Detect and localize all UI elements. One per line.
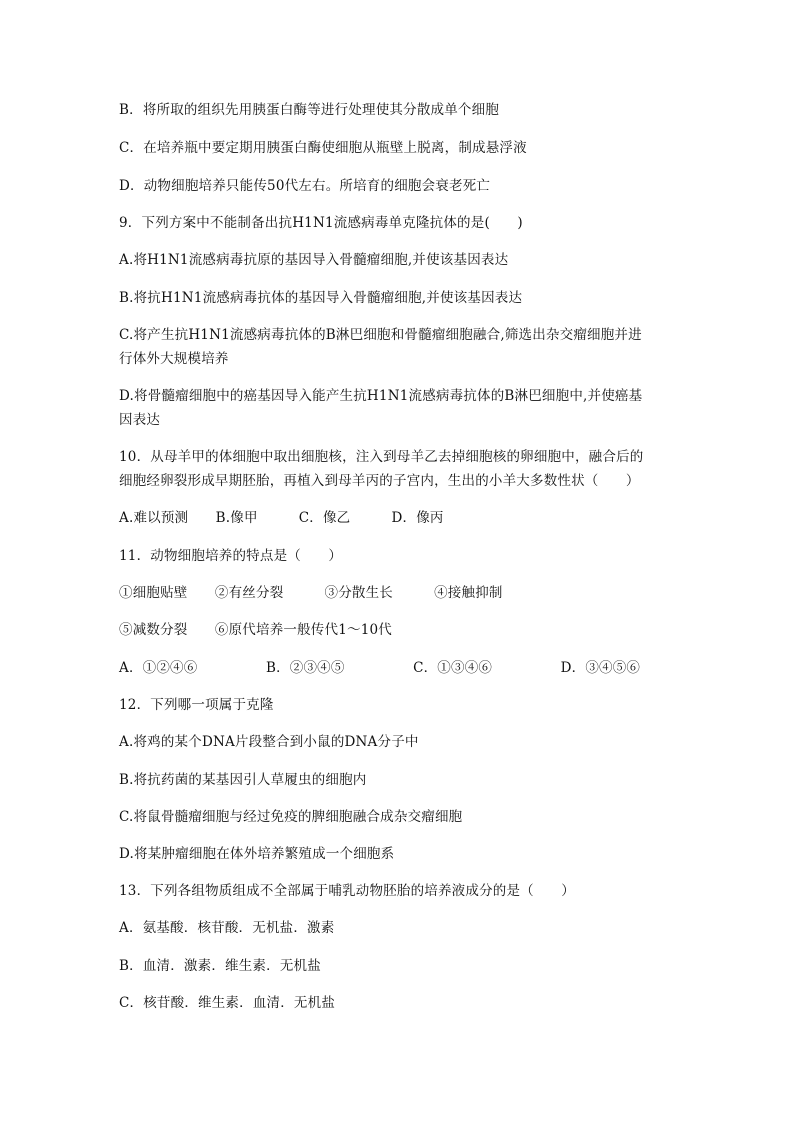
question-13: 13．下列各组物质组成不全部属于哺乳动物胚胎的培养液成分的是（ ）: [119, 883, 575, 899]
options-11: A．①②④⑥ B．②③④⑤ C．①③④⑥ D．③④⑤⑥: [119, 660, 641, 676]
option-8b: B．将所取的组织先用胰蛋白酶等进行处理使其分散成单个细胞: [119, 102, 500, 118]
option-13c: C．核苷酸．维生素．血清．无机盐: [119, 995, 336, 1011]
option-9c-line2: 行体外大规模培养: [119, 351, 229, 367]
option-9d-line1: D.将骨髓瘤细胞中的癌基因导入能产生抗H1N1流感病毒抗体的B淋巴细胞中,并使癌基: [119, 388, 643, 404]
option-9a: A.将H1N1流感病毒抗原的基因导入骨髓瘤细胞,并使该基因表达: [119, 252, 509, 268]
question-9: 9．下列方案中不能制备出抗H1N1流感病毒单克隆抗体的是( ): [119, 215, 523, 231]
option-13a: A．氨基酸．核苷酸．无机盐．激素: [119, 920, 335, 936]
option-8d: D．动物细胞培养只能传50代左右。所培育的细胞会衰老死亡: [119, 178, 491, 194]
option-9b: B.将抗H1N1流感病毒抗体的基因导入骨髓瘤细胞,并使该基因表达: [119, 290, 523, 306]
question-12: 12．下列哪一项属于克隆: [119, 697, 274, 713]
option-13b: B．血清．激素．维生素．无机盐: [119, 958, 321, 974]
option-12a: A.将鸡的某个DNA片段整合到小鼠的DNA分子中: [119, 734, 419, 750]
question-11: 11．动物细胞培养的特点是（ ）: [119, 548, 343, 564]
items-11-row1: ①细胞贴壁 ②有丝分裂 ③分散生长 ④接触抑制: [119, 585, 503, 601]
question-10-line1: 10．从母羊甲的体细胞中取出细胞核，注入到母羊乙去掉细胞核的卵细胞中，融合后的: [119, 449, 644, 465]
option-8c: C．在培养瓶中要定期用胰蛋白酶使细胞从瓶壁上脱离，制成悬浮液: [119, 140, 527, 156]
option-9d-line2: 因表达: [119, 412, 161, 428]
option-12d: D.将某肿瘤细胞在体外培养繁殖成一个细胞系: [119, 846, 395, 862]
items-11-row2: ⑤减数分裂 ⑥原代培养一般传代1～10代: [119, 622, 392, 638]
option-9c-line1: C.将产生抗H1N1流感病毒抗体的B淋巴细胞和骨髓瘤细胞融合,筛选出杂交瘤细胞并进: [119, 327, 642, 343]
question-10-line2: 细胞经卵裂形成早期胚胎，再植入到母羊丙的子宫内，生出的小羊大多数性状（ ）: [119, 473, 640, 489]
option-12b: B.将抗药菌的某基因引人草履虫的细胞内: [119, 772, 367, 788]
options-10: A.难以预测 B.像甲 C．像乙 D．像丙: [119, 510, 444, 526]
option-12c: C.将鼠骨髓瘤细胞与经过免疫的脾细胞融合成杂交瘤细胞: [119, 809, 463, 825]
